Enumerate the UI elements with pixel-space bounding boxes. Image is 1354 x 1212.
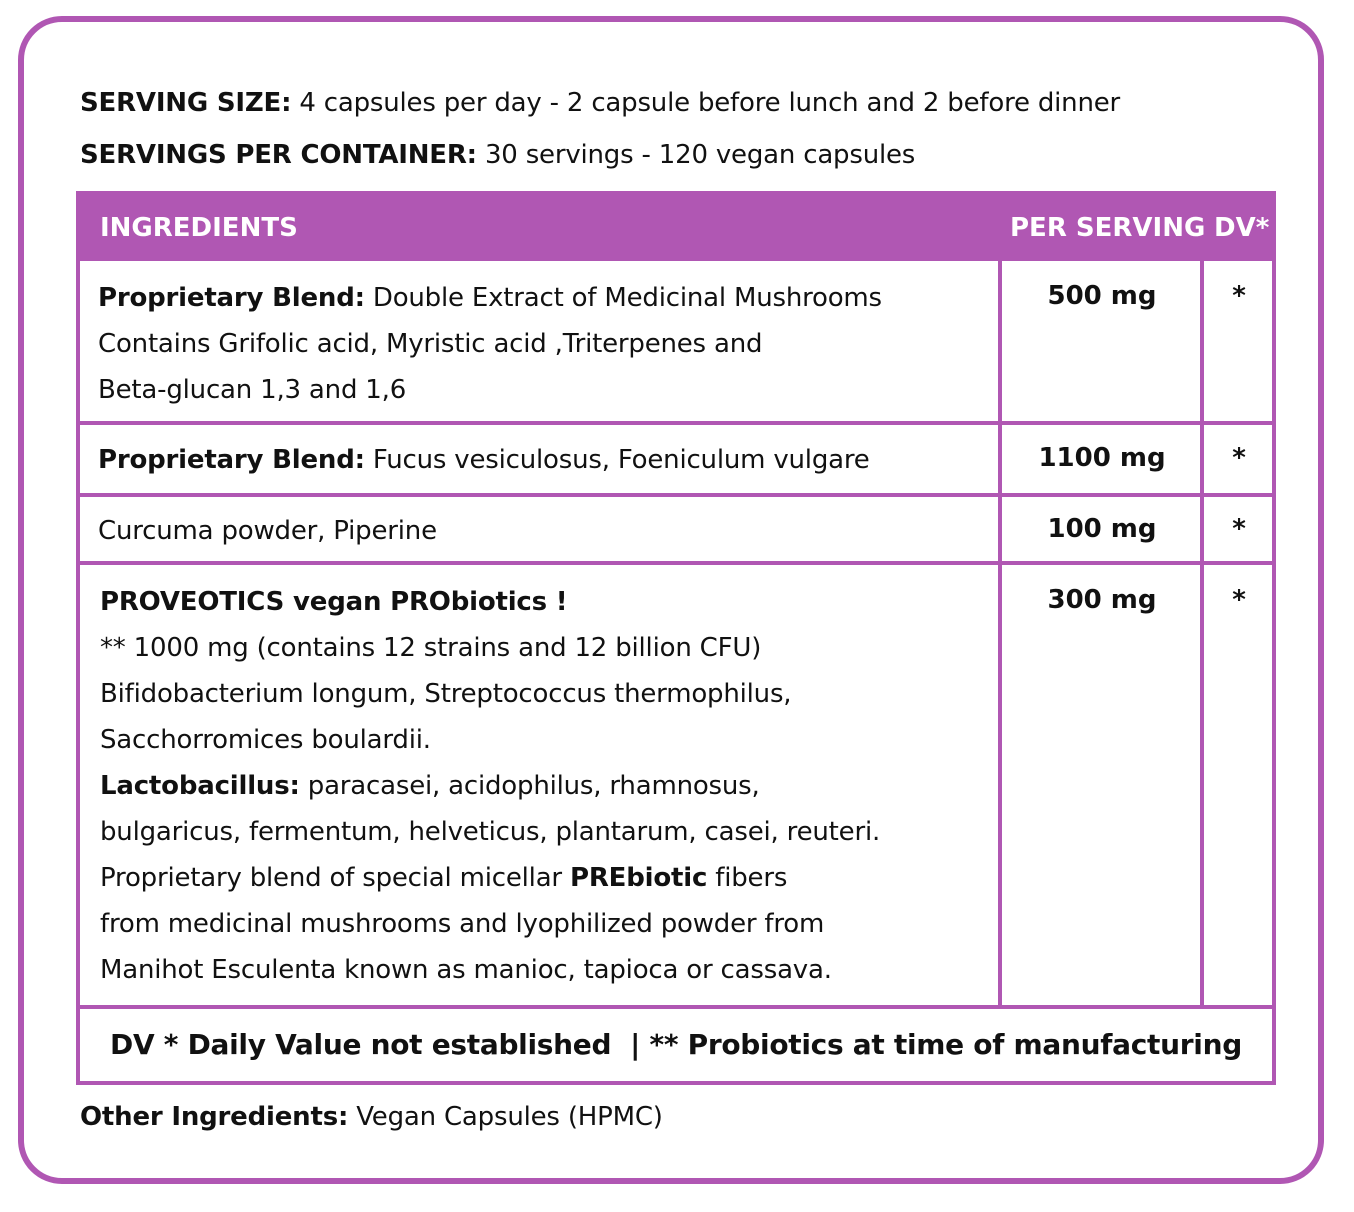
table-row <box>98 437 870 483</box>
header-ingredients: INGREDIENTS <box>100 213 298 243</box>
header-per-serving: PER SERVING <box>1010 213 1206 243</box>
row-divider <box>80 421 1272 425</box>
serving-size-value: 4 capsules per day - 2 capsule before lunch and 2 before dinner <box>291 88 1121 118</box>
row4-line4: Sacchorromices boulardii. <box>100 725 431 755</box>
servings-per-container <box>80 140 915 170</box>
row2-label: Proprietary Blend: <box>98 445 365 475</box>
header-dv: DV* <box>1214 213 1270 243</box>
row4-line7-bold: PREbiotic <box>570 863 708 893</box>
table-row <box>98 508 437 554</box>
row2-amount: 1100 mg <box>1038 443 1166 473</box>
column-divider <box>1200 261 1204 1005</box>
other-ingredients <box>80 1102 663 1132</box>
row1-amount: 500 mg <box>1047 281 1157 311</box>
row4-line3: Bifidobacterium longum, Streptococcus thermophilus, <box>100 679 792 709</box>
row3-line1: Curcuma powder, Piperine <box>98 516 437 546</box>
row3-amount: 100 mg <box>1047 514 1157 544</box>
ingredients-table <box>76 191 1276 1085</box>
servings-per-container-label: SERVINGS PER CONTAINER: <box>80 140 477 170</box>
column-divider <box>998 261 1002 1005</box>
row1-line3: Beta-glucan 1,3 and 1,6 <box>98 375 407 405</box>
table-row <box>98 275 882 413</box>
other-ingredients-label: Other Ingredients: <box>80 1102 349 1132</box>
row4-line7-post: fibers <box>707 863 788 893</box>
row-divider <box>80 493 1272 497</box>
row4-line5-label: Lactobacillus: <box>100 771 300 801</box>
row4-line6: bulgaricus, fermentum, helveticus, plantarum, casei, reuteri. <box>100 817 881 847</box>
other-ingredients-value: Vegan Capsules (HPMC) <box>348 1102 663 1132</box>
row1-label: Proprietary Blend: <box>98 283 365 313</box>
row2-dv: * <box>1232 443 1246 473</box>
row4-line8: from medicinal mushrooms and lyophilized powder from <box>100 909 825 939</box>
table-footnote: DV * Daily Value not established | ** Probiotics at time of manufacturing <box>110 1028 1242 1061</box>
row-divider <box>80 561 1272 565</box>
row1-dv: * <box>1232 281 1246 311</box>
row4-dv: * <box>1232 585 1246 615</box>
row1-line2: Contains Grifolic acid, Myristic acid ,Triterpenes and <box>98 329 763 359</box>
servings-per-container-value: 30 servings - 120 vegan capsules <box>476 140 916 170</box>
table-header <box>80 195 1272 261</box>
row4-line7-pre: Proprietary blend of special micellar <box>100 863 570 893</box>
row4-line5: paracasei, acidophilus, rhamnosus, <box>299 771 760 801</box>
row2-line1: Fucus vesiculosus, Foeniculum vulgare <box>364 445 870 475</box>
row4-title: PROVEOTICS vegan PRObiotics ! <box>100 587 568 617</box>
serving-size-label: SERVING SIZE: <box>80 88 292 118</box>
row3-dv: * <box>1232 514 1246 544</box>
table-row <box>100 579 880 993</box>
row4-line2: ** 1000 mg (contains 12 strains and 12 billion CFU) <box>100 633 762 663</box>
row4-line9: Manihot Esculenta known as manioc, tapioca or cassava. <box>100 955 832 985</box>
row1-line1: Double Extract of Medicinal Mushrooms <box>364 283 882 313</box>
row4-amount: 300 mg <box>1047 585 1157 615</box>
serving-size <box>80 88 1120 118</box>
